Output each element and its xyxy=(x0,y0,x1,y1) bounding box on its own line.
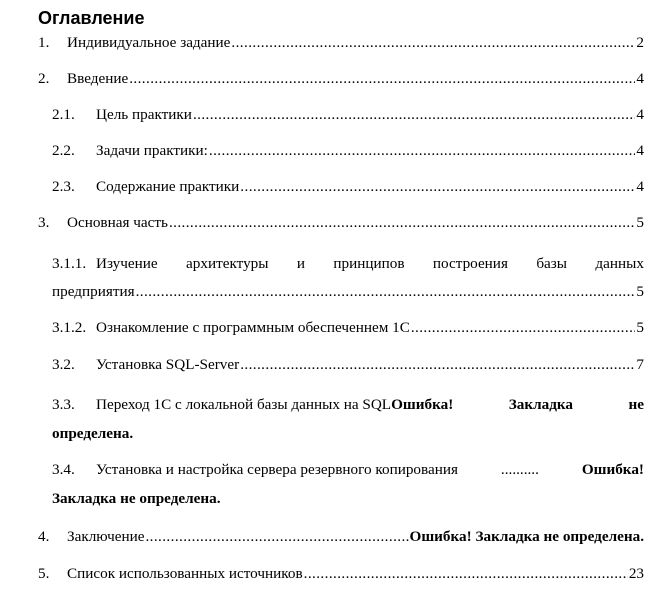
toc-entry-page: 2 xyxy=(636,34,644,51)
toc-entry-text: Ознакомление с программным обеспеченнем 1С xyxy=(96,319,410,336)
toc-word: принципов xyxy=(333,255,405,272)
dot-leader xyxy=(411,318,636,338)
dot-leader xyxy=(209,141,636,161)
toc-entry-text-line2: предприятия xyxy=(52,283,135,300)
toc-entry-3[interactable] xyxy=(0,213,666,233)
toc-entry-page: 4 xyxy=(636,178,644,195)
toc-entry-number: 3.4. xyxy=(52,461,75,478)
bookmark-error: определена. xyxy=(52,425,134,442)
toc-entry-text: Заключение xyxy=(67,528,145,545)
bookmark-error: Ошибка! xyxy=(391,396,454,413)
dot-leader xyxy=(231,33,635,53)
dot-leader xyxy=(240,177,635,197)
toc-entry-page: 4 xyxy=(636,70,644,87)
toc-entry-3-1-1-continuation[interactable] xyxy=(0,282,666,302)
dot-leader xyxy=(193,105,635,125)
toc-entry-text: Цель практики xyxy=(96,106,192,123)
toc-entry-page: 4 xyxy=(636,142,644,159)
toc-entry-2-2[interactable] xyxy=(0,141,666,161)
toc-entry-4[interactable] xyxy=(0,527,666,547)
toc-entry-text: Переход 1С с локальной базы данных на SQL xyxy=(96,396,392,413)
dot-leader xyxy=(145,527,408,547)
toc-entry-number: 2. xyxy=(38,70,50,87)
toc-entry-1[interactable] xyxy=(0,33,666,53)
dot-leader xyxy=(304,564,628,584)
toc-entry-number: 3.2. xyxy=(52,356,75,373)
toc-word: данных xyxy=(595,255,644,272)
toc-entry-number: 4. xyxy=(38,528,50,545)
toc-entry-3-3-continuation[interactable] xyxy=(0,424,666,444)
toc-entry-number: 1. xyxy=(38,34,50,51)
toc-word: и xyxy=(296,255,305,272)
toc-entry-number: 3.1.2. xyxy=(52,319,87,336)
toc-entry-3-4[interactable] xyxy=(0,460,666,480)
toc-word: построения xyxy=(432,255,508,272)
toc-entry-2-1[interactable] xyxy=(0,105,666,125)
toc-entry-page: 5 xyxy=(636,214,644,231)
toc-entry-text xyxy=(96,254,644,274)
toc-entry-number: 2.1. xyxy=(52,106,75,123)
toc-entry-3-1-1[interactable] xyxy=(0,254,666,274)
toc-entry-number: 2.3. xyxy=(52,178,75,195)
toc-entry-text: Основная часть xyxy=(67,214,168,231)
toc-entry-number: 3. xyxy=(38,214,50,231)
toc-entry-3-4-continuation[interactable] xyxy=(0,489,666,509)
bookmark-error: Ошибка! xyxy=(581,461,644,478)
toc-entry-5[interactable] xyxy=(0,564,666,584)
toc-entry-text: Установка SQL-Server xyxy=(96,356,240,373)
dot-leader xyxy=(240,355,635,375)
toc-word: базы xyxy=(536,255,567,272)
bookmark-error: Закладка xyxy=(508,396,574,413)
toc-entry-number: 2.2. xyxy=(52,142,75,159)
toc-entry-3-1-2[interactable] xyxy=(0,318,666,338)
dot-leader xyxy=(169,213,635,233)
bookmark-error: Ошибка! Закладка не определена. xyxy=(409,528,644,545)
toc-entry-number: 3.1.1. xyxy=(52,255,87,272)
toc-entry-page: 5 xyxy=(636,319,644,336)
toc-entry-3-3[interactable] xyxy=(0,395,666,415)
dot-leader: .......... xyxy=(500,461,539,478)
toc-entry-text: Задачи практики: xyxy=(96,142,208,159)
toc-entry-2-3[interactable] xyxy=(0,177,666,197)
dot-leader xyxy=(136,282,636,302)
toc-entry-text: Введение xyxy=(67,70,129,87)
bookmark-error: Закладка не определена. xyxy=(52,490,221,507)
toc-entry-text: Индивидуальное задание xyxy=(67,34,231,51)
page-title: Оглавление xyxy=(38,8,145,28)
toc-entry-page: 5 xyxy=(636,283,644,300)
toc-entry-text: Содержание практики xyxy=(96,178,240,195)
toc-entry-3-2[interactable] xyxy=(0,355,666,375)
toc-entry-page: 23 xyxy=(628,565,644,582)
toc-entry-text: Установка и настройка сервера резервного копирования xyxy=(96,461,458,478)
toc-entry-2[interactable] xyxy=(0,69,666,89)
toc-entry-text: Список использованных источников xyxy=(67,565,303,582)
toc-entry-page: 4 xyxy=(636,106,644,123)
toc-entry-number: 3.3. xyxy=(52,396,75,413)
dot-leader xyxy=(129,69,635,89)
toc-word: Изучение xyxy=(96,255,158,272)
toc-entry-number: 5. xyxy=(38,565,50,582)
toc-word: архитектуры xyxy=(186,255,269,272)
toc-entry-page: 7 xyxy=(636,356,644,373)
bookmark-error: не xyxy=(628,396,644,413)
